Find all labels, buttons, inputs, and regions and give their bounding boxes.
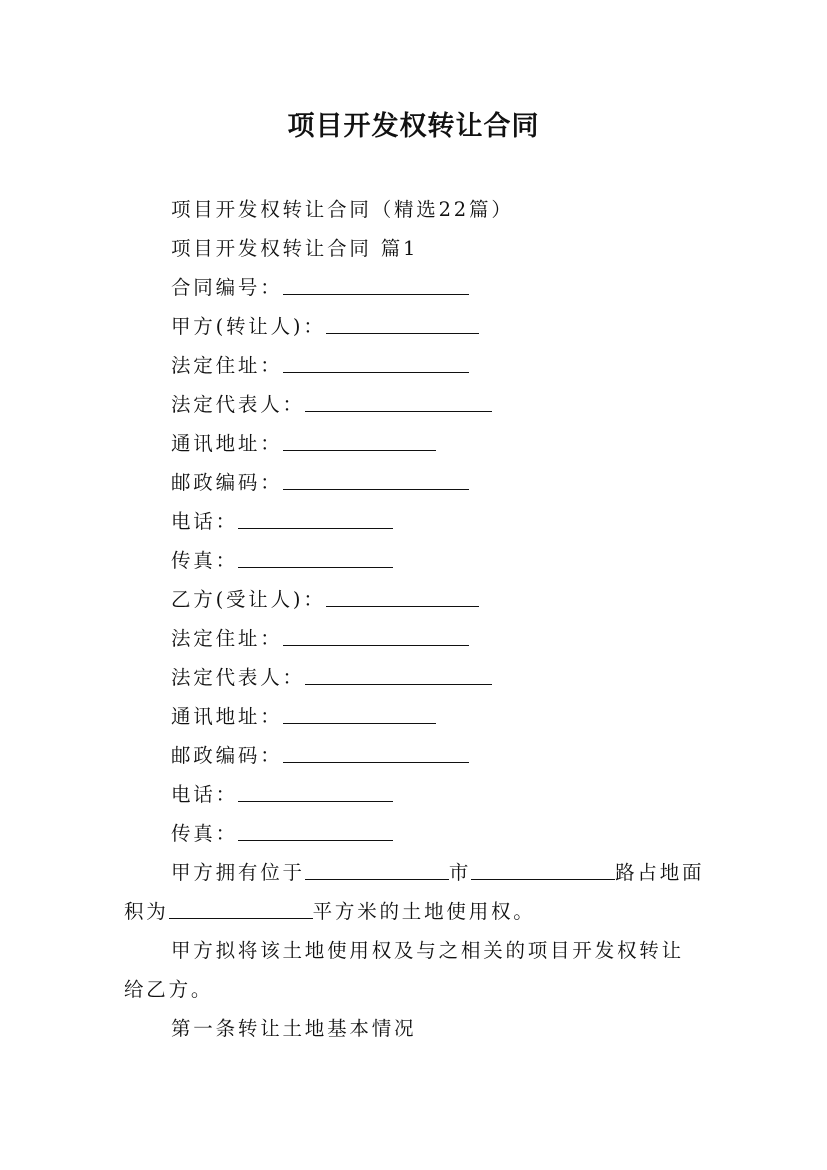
- party-a-label: 甲方(转让人)：: [171, 315, 326, 338]
- party-b-fax-label: 传真：: [171, 822, 238, 845]
- party-a-address-line: [171, 354, 469, 378]
- party-a-address-label: 法定住址：: [171, 354, 283, 377]
- party-b-fax-blank: [238, 822, 393, 841]
- para1-text-a: 甲方拥有位于: [171, 861, 305, 884]
- document-title: 项目开发权转让合同: [287, 111, 540, 142]
- contract-number-label: 合同编号：: [171, 276, 283, 299]
- para1-road-blank: [471, 861, 615, 880]
- section-heading: 项目开发权转让合同 篇1: [171, 237, 419, 260]
- party-a-mail-label: 通讯地址：: [171, 432, 283, 455]
- party-b-rep-label: 法定代表人：: [171, 666, 305, 689]
- party-a-blank: [326, 315, 479, 334]
- party-a-zip-blank: [283, 471, 469, 490]
- para1-text-d: 积为: [124, 900, 169, 923]
- party-b-rep-blank: [305, 666, 492, 685]
- party-b-address-line: [171, 627, 469, 651]
- party-a-mail-line: [171, 432, 436, 456]
- document-subtitle: 项目开发权转让合同（精选22篇）: [171, 198, 514, 221]
- party-a-fax-blank: [238, 549, 393, 568]
- party-b-address-label: 法定住址：: [171, 627, 283, 650]
- article-1-heading: 第一条转让土地基本情况: [171, 1017, 417, 1040]
- contract-number-blank: [283, 276, 469, 295]
- party-a-address-blank: [283, 354, 469, 373]
- party-b-rep-line: [171, 666, 492, 690]
- contract-number-line: [171, 276, 469, 300]
- party-a-phone-label: 电话：: [171, 510, 238, 533]
- party-b-phone-blank: [238, 783, 393, 802]
- para1-text-e: 平方米的土地使用权。: [312, 900, 536, 923]
- paragraph-2-line-1: 甲方拟将该土地使用权及与之相关的项目开发权转让: [171, 939, 684, 962]
- party-a-phone-blank: [238, 510, 393, 529]
- paragraph-1-line-1: [171, 861, 704, 885]
- party-a-mail-blank: [283, 432, 436, 451]
- party-b-phone-line: [171, 783, 393, 807]
- party-b-fax-line: [171, 822, 393, 846]
- party-a-zip-line: [171, 471, 469, 495]
- para1-text-c: 路占地面: [615, 861, 705, 884]
- party-b-mail-blank: [283, 705, 436, 724]
- paragraph-2-line-2: 给乙方。: [124, 978, 214, 1001]
- party-b-zip-blank: [283, 744, 469, 763]
- paragraph-1-line-2: [124, 900, 536, 924]
- party-b-zip-line: [171, 744, 469, 768]
- party-a-zip-label: 邮政编码：: [171, 471, 283, 494]
- party-a-phone-line: [171, 510, 393, 534]
- party-b-phone-label: 电话：: [171, 783, 238, 806]
- para1-area-blank: [169, 900, 313, 919]
- party-b-zip-label: 邮政编码：: [171, 744, 283, 767]
- party-b-line: [171, 588, 479, 612]
- party-b-mail-label: 通讯地址：: [171, 705, 283, 728]
- party-a-rep-blank: [305, 393, 492, 412]
- party-a-rep-label: 法定代表人：: [171, 393, 305, 416]
- party-a-fax-line: [171, 549, 393, 573]
- party-b-label: 乙方(受让人)：: [171, 588, 326, 611]
- para1-city-blank: [305, 861, 449, 880]
- party-b-blank: [326, 588, 479, 607]
- party-b-mail-line: [171, 705, 436, 729]
- party-a-fax-label: 传真：: [171, 549, 238, 572]
- party-a-line: [171, 315, 479, 339]
- party-b-address-blank: [283, 627, 469, 646]
- party-a-rep-line: [171, 393, 492, 417]
- para1-text-b: 市: [448, 861, 472, 884]
